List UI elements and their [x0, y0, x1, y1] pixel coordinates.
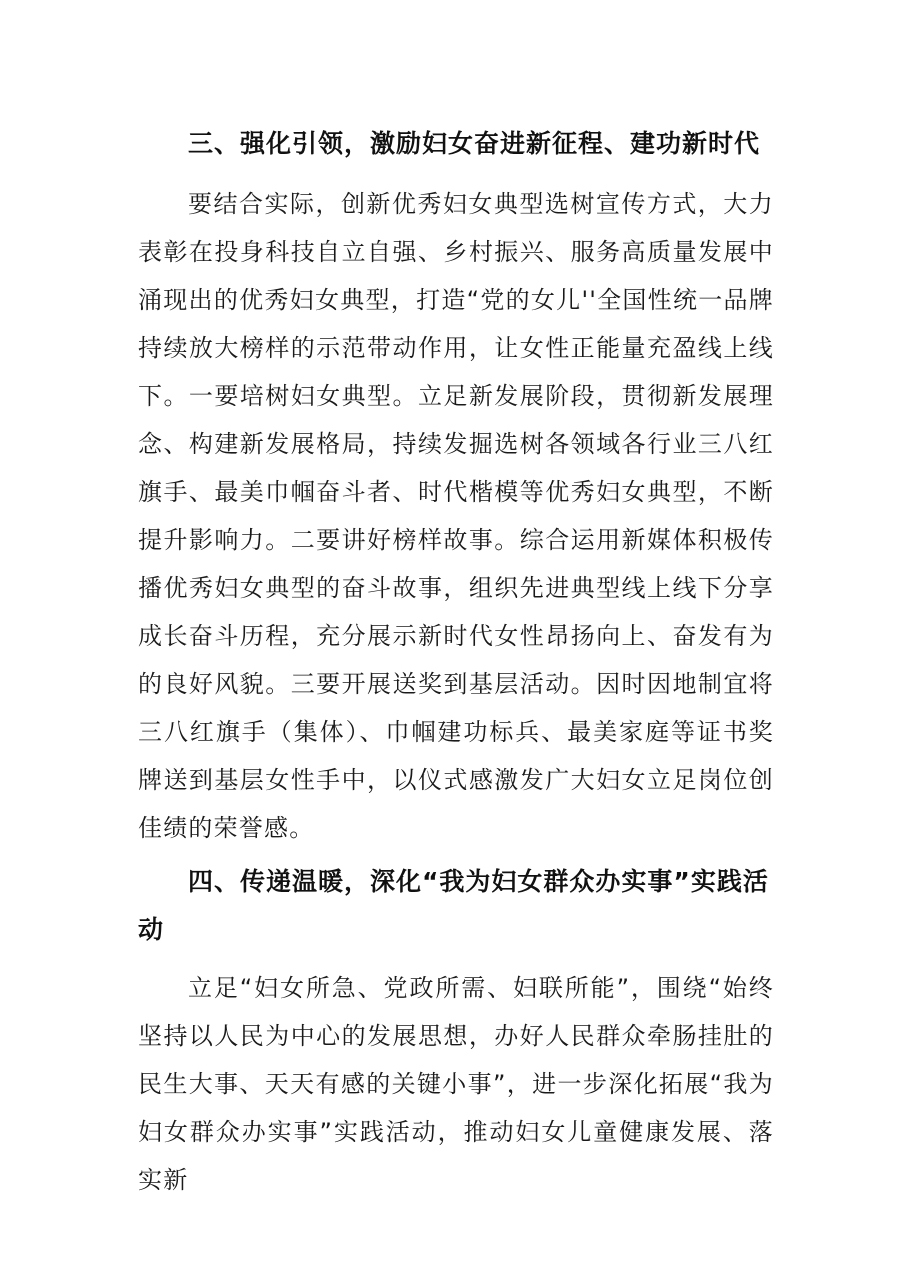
section-3-paragraph: 要结合实际，创新优秀妇女典型选树宣传方式，大力表彰在投身科技自立自强、乡村振兴、服务高质量发展中涌现出的优秀妇女典型，打造“党的女儿''全国性统一品牌持续放大榜样的示范带动作用，让女性正能量充盈线上线下。一要培树妇女典型。立足新发展阶段，贯彻新发展理念、构建新发展格局，持续发掘选树各领域各行业三八红旗手、最美巾帼奋斗者、时代楷模等优秀妇女典型，不断提升影响力。二要讲好榜样故事。综合运用新媒体积极传播优秀妇女典型的奋斗故事，组织先进典型线上线下分享成长奋斗历程，充分展示新时代女性昂扬向上、奋发有为的良好风貌。三要开展送奖到基层活动。因时因地制宜将三八红旗手（集体）、巾帼建功标兵、最美家庭等证书奖牌送到基层女性手中，以仪式感激发广大妇女立足岗位创佳绩的荣誉感。 — [138, 190, 774, 842]
section-4-heading: 四、传递温暖，深化“我为妇女群众办实事”实践活动 — [138, 867, 769, 944]
section-3-heading: 三、强化引领，激励妇女奋进新征程、建功新时代 — [188, 129, 761, 158]
section-4-paragraph: 立足“妇女所急、党政所需、妇联所能”，围绕“始终坚持以人民为中心的发展思想，办好人民群众牵肠挂肚的民生大事、天天有感的关键小事”，进一步深化拓展“我为妇女群众办实事”实践活动，推动妇女儿童健康发展、落实新 — [138, 974, 774, 1194]
